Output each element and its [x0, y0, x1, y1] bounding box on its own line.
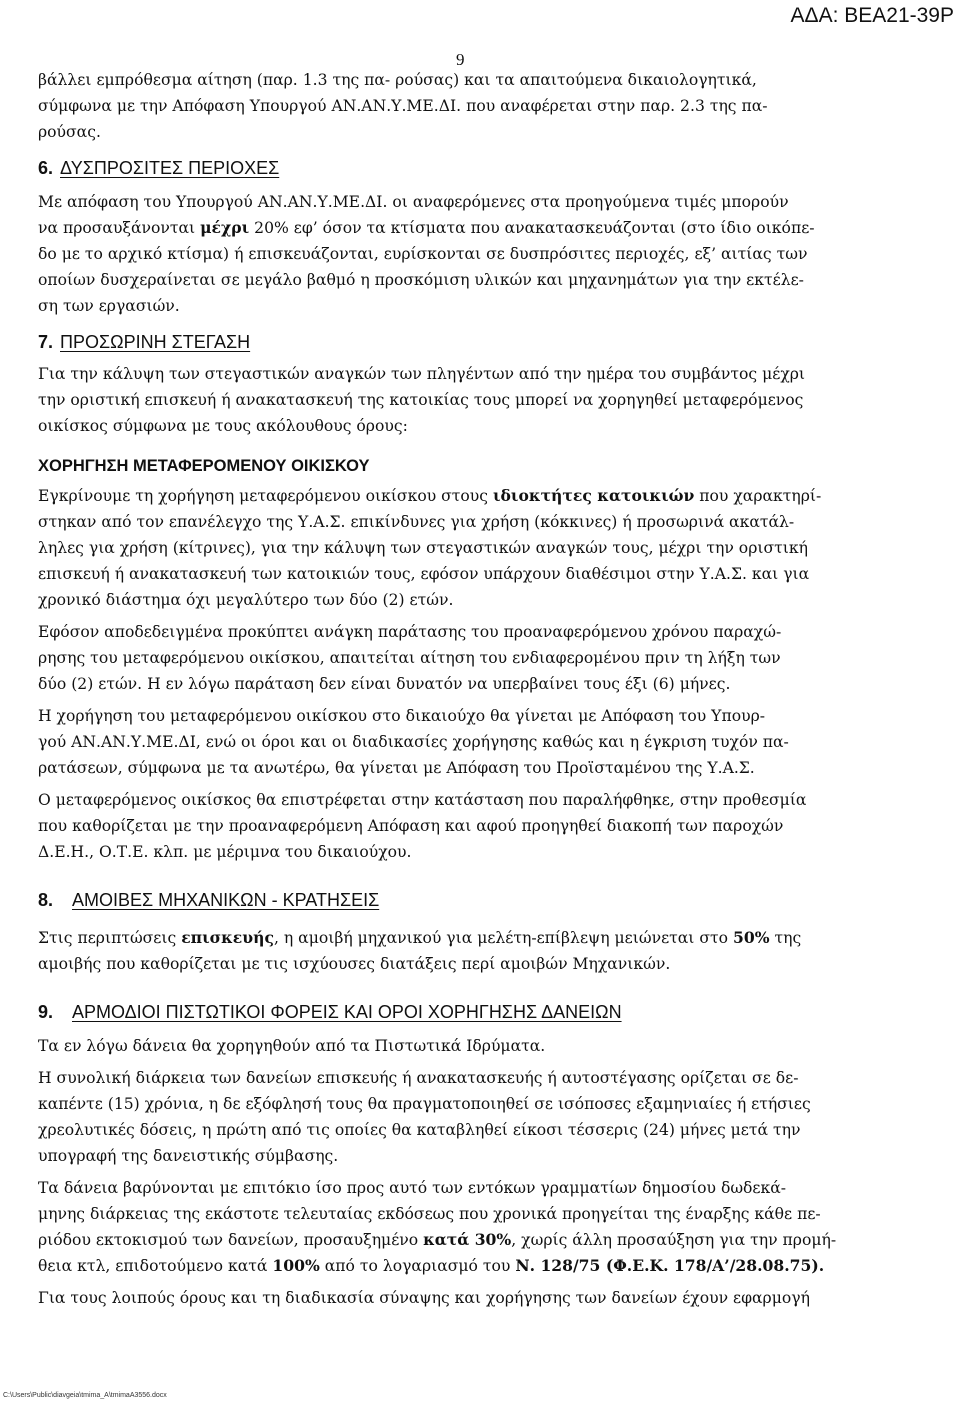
section-8-paragraph: Στις περιπτώσεις επισκευής, η αμοιβή μηχανικού για μελέτη-επίβλεψη μειώνεται στο 50% της αμοιβής που καθορίζεται με τις ισχύουσες διατάξεις περί αμοιβών Μηχανικών. — [38, 928, 802, 973]
text-line: ρούσας. — [38, 123, 101, 141]
text-line: βάλλει εμπρόθεσμα αίτηση (παρ. 1.3 της πα- ρούσας) και τα απαιτούμενα δικαιολογητικά, — [38, 71, 757, 89]
section-9-heading: 9. ΑΡΜΟΔΙΟΙ ΠΙΣΤΩΤΙΚΟΙ ΦΟΡΕΙΣ ΚΑΙ ΟΡΟΙ ΧΟΡΗΓΗΣΗΣ ΔΑΝΕΙΩΝ — [38, 1002, 622, 1022]
section-6-heading: 6. ΔΥΣΠΡΟΣΙΤΕΣ ΠΕΡΙΟΧΕΣ — [38, 158, 280, 178]
section-9-paragraph-4: Για τους λοιπούς όρους και τη διαδικασία σύναψης και χορήγησης των δανείων έχουν εφαρμογή — [38, 1289, 810, 1307]
section-7-heading: 7. ΠΡΟΣΩΡΙΝΗ ΣΤΕΓΑΣΗ — [38, 332, 251, 352]
section-9-paragraph-3: Τα δάνεια βαρύνονται με επιτόκιο ίσο προς αυτό των εντόκων γραμματίων δημοσίου δωδεκά- μηνης διάρκειας της εκάστοτε τελευταίας εκδόσεως που χρονικά προηγείται της έναρξης κάθε πε- ριόδου εκτοκισμού των δανείων, προσαυξημένο κατά 30%, χωρίς άλλη προσαύξηση για την προμή- θεια κτλ, επιδοτούμενο κατά 100% από το λογαριασμό του Ν. 128/75 (Φ.Ε.Κ. 178/Α’/28.08.75). — [38, 1179, 837, 1275]
section-7-paragraph-2: Εγκρίνουμε τη χορήγηση μεταφερόμενου οικίσκου στους ιδιοκτήτες κατοικιών που χαρακτηρί- στηκαν από τον επανέλεγχο της Υ.Α.Σ. επικίνδυνες για χρήση (κόκκινες) ή προσωρινά ακατάλ- ληλες για χρήση (κίτρινες), για την κάλυψη των στεγαστικών αναγκών τους, μέχρι την οριστική επισκευή ή ανακατασκευή των κατοικιών τους, εφόσον υπάρχουν διαθέσιμοι στην Υ.Α.Σ. και για χρονικό διάστημα όχι μεγαλύτερο των δύο (2) ετών. — [38, 486, 822, 609]
page-number: 9 — [456, 50, 465, 69]
section-6-paragraph: Με απόφαση του Υπουργού ΑΝ.ΑΝ.Υ.ΜΕ.ΔΙ. οι αναφερόμενες στα προηγούμενα τιμές μπορούν να προσαυξάνονται μέχρι 20% εφ’ όσον τα κτίσματα που ανακατασκευάζονται (στο ίδιο οικόπε- δο με το αρχικό κτίσμα) ή επισκευάζονται, ευρίσκονται σε δυσπρόσιτες περιοχές, εξ’ αιτίας των οποίων δυσχεραίνεται σε μεγάλο βαθμό η προσκόμιση υλικών και μηχανημάτων για την εκτέλε- ση των εργασιών. — [38, 193, 815, 315]
document-body — [38, 67, 924, 1311]
section-7-subheading: ΧΟΡΗΓΗΣΗ ΜΕΤΑΦΕΡΟΜΕΝΟΥ ΟΙΚΙΣΚΟΥ — [38, 457, 370, 475]
intro-paragraph — [38, 67, 924, 145]
section-7-paragraph-4: Η χορήγηση του μεταφερόμενου οικίσκου στο δικαιούχο θα γίνεται με Απόφαση του Υπουρ- γού ΑΝ.ΑΝ.Υ.ΜΕ.ΔΙ, ενώ οι όροι και οι διαδικασίες χορήγησης καθώς και η έγκριση τυχόν πα- ρατάσεων, σύμφωνα με τα ανωτέρω, θα γίνεται με Απόφαση του Προϊσταμένου της Υ.Α.Σ. — [38, 707, 789, 777]
section-8-heading: 8. ΑΜΟΙΒΕΣ ΜΗΧΑΝΙΚΩΝ - ΚΡΑΤΗΣΕΙΣ — [38, 890, 380, 910]
section-7-paragraph-1: Για την κάλυψη των στεγαστικών αναγκών των πληγέντων από την ημέρα του συμβάντος μέχρι την οριστική επισκευή ή ανακατασκευή της κατοικίας τους μπορεί να χορηγηθεί μεταφερόμενος οικίσκος σύμφωνα με τους ακόλουθους όρους: — [38, 365, 806, 435]
section-9-paragraph-2: Η συνολική διάρκεια των δανείων επισκευής ή ανακατασκευής ή αυτοστέγασης ορίζεται σε δε- καπέντε (15) χρόνια, η δε εξόφλησή τους θα πραγματοποιηθεί σε ισόποσες εξαμηνιαίες ή ετήσιες χρεολυτικές δόσεις, η πρώτη από τις οποίες θα καταβληθεί είκοσι τέσσερις (24) μήνες μετά την υπογραφή της δανειστικής σύμβασης. — [38, 1069, 811, 1165]
footer-file-path: C:\Users\Public\diavgeia\tmima_A\tmimaA3556.docx — [3, 1392, 167, 1399]
ada-code: ΑΔΑ: ΒΕΑ21-39Ρ — [790, 4, 954, 27]
text-line: σύμφωνα με την Απόφαση Υπουργού ΑΝ.ΑΝ.Υ.ΜΕ.ΔΙ. που αναφέρεται στην παρ. 2.3 της πα- — [38, 97, 768, 115]
section-7-paragraph-3: Εφόσον αποδεδειγμένα προκύπτει ανάγκη παράτασης του προαναφερόμενου χρόνου παραχώ- ρησης του μεταφερόμενου οικίσκου, απαιτείται αίτηση του ενδιαφερομένου πριν τη λήξη των δύο (2) ετών. Η εν λόγω παράταση δεν είναι δυνατόν να υπερβαίνει τους έξι (6) μήνες. — [38, 623, 782, 693]
section-7-paragraph-5: Ο μεταφερόμενος οικίσκος θα επιστρέφεται στην κατάσταση που παραλήφθηκε, στην προθεσμία που καθορίζεται με την προαναφερόμενη Απόφαση και αφού προηγηθεί διακοπή των παροχών Δ.Ε.Η., Ο.Τ.Ε. κλπ. με μέριμνα του δικαιούχου. — [38, 791, 807, 861]
section-9-paragraph-1: Τα εν λόγω δάνεια θα χορηγηθούν από τα Πιστωτικά Ιδρύματα. — [38, 1037, 546, 1055]
